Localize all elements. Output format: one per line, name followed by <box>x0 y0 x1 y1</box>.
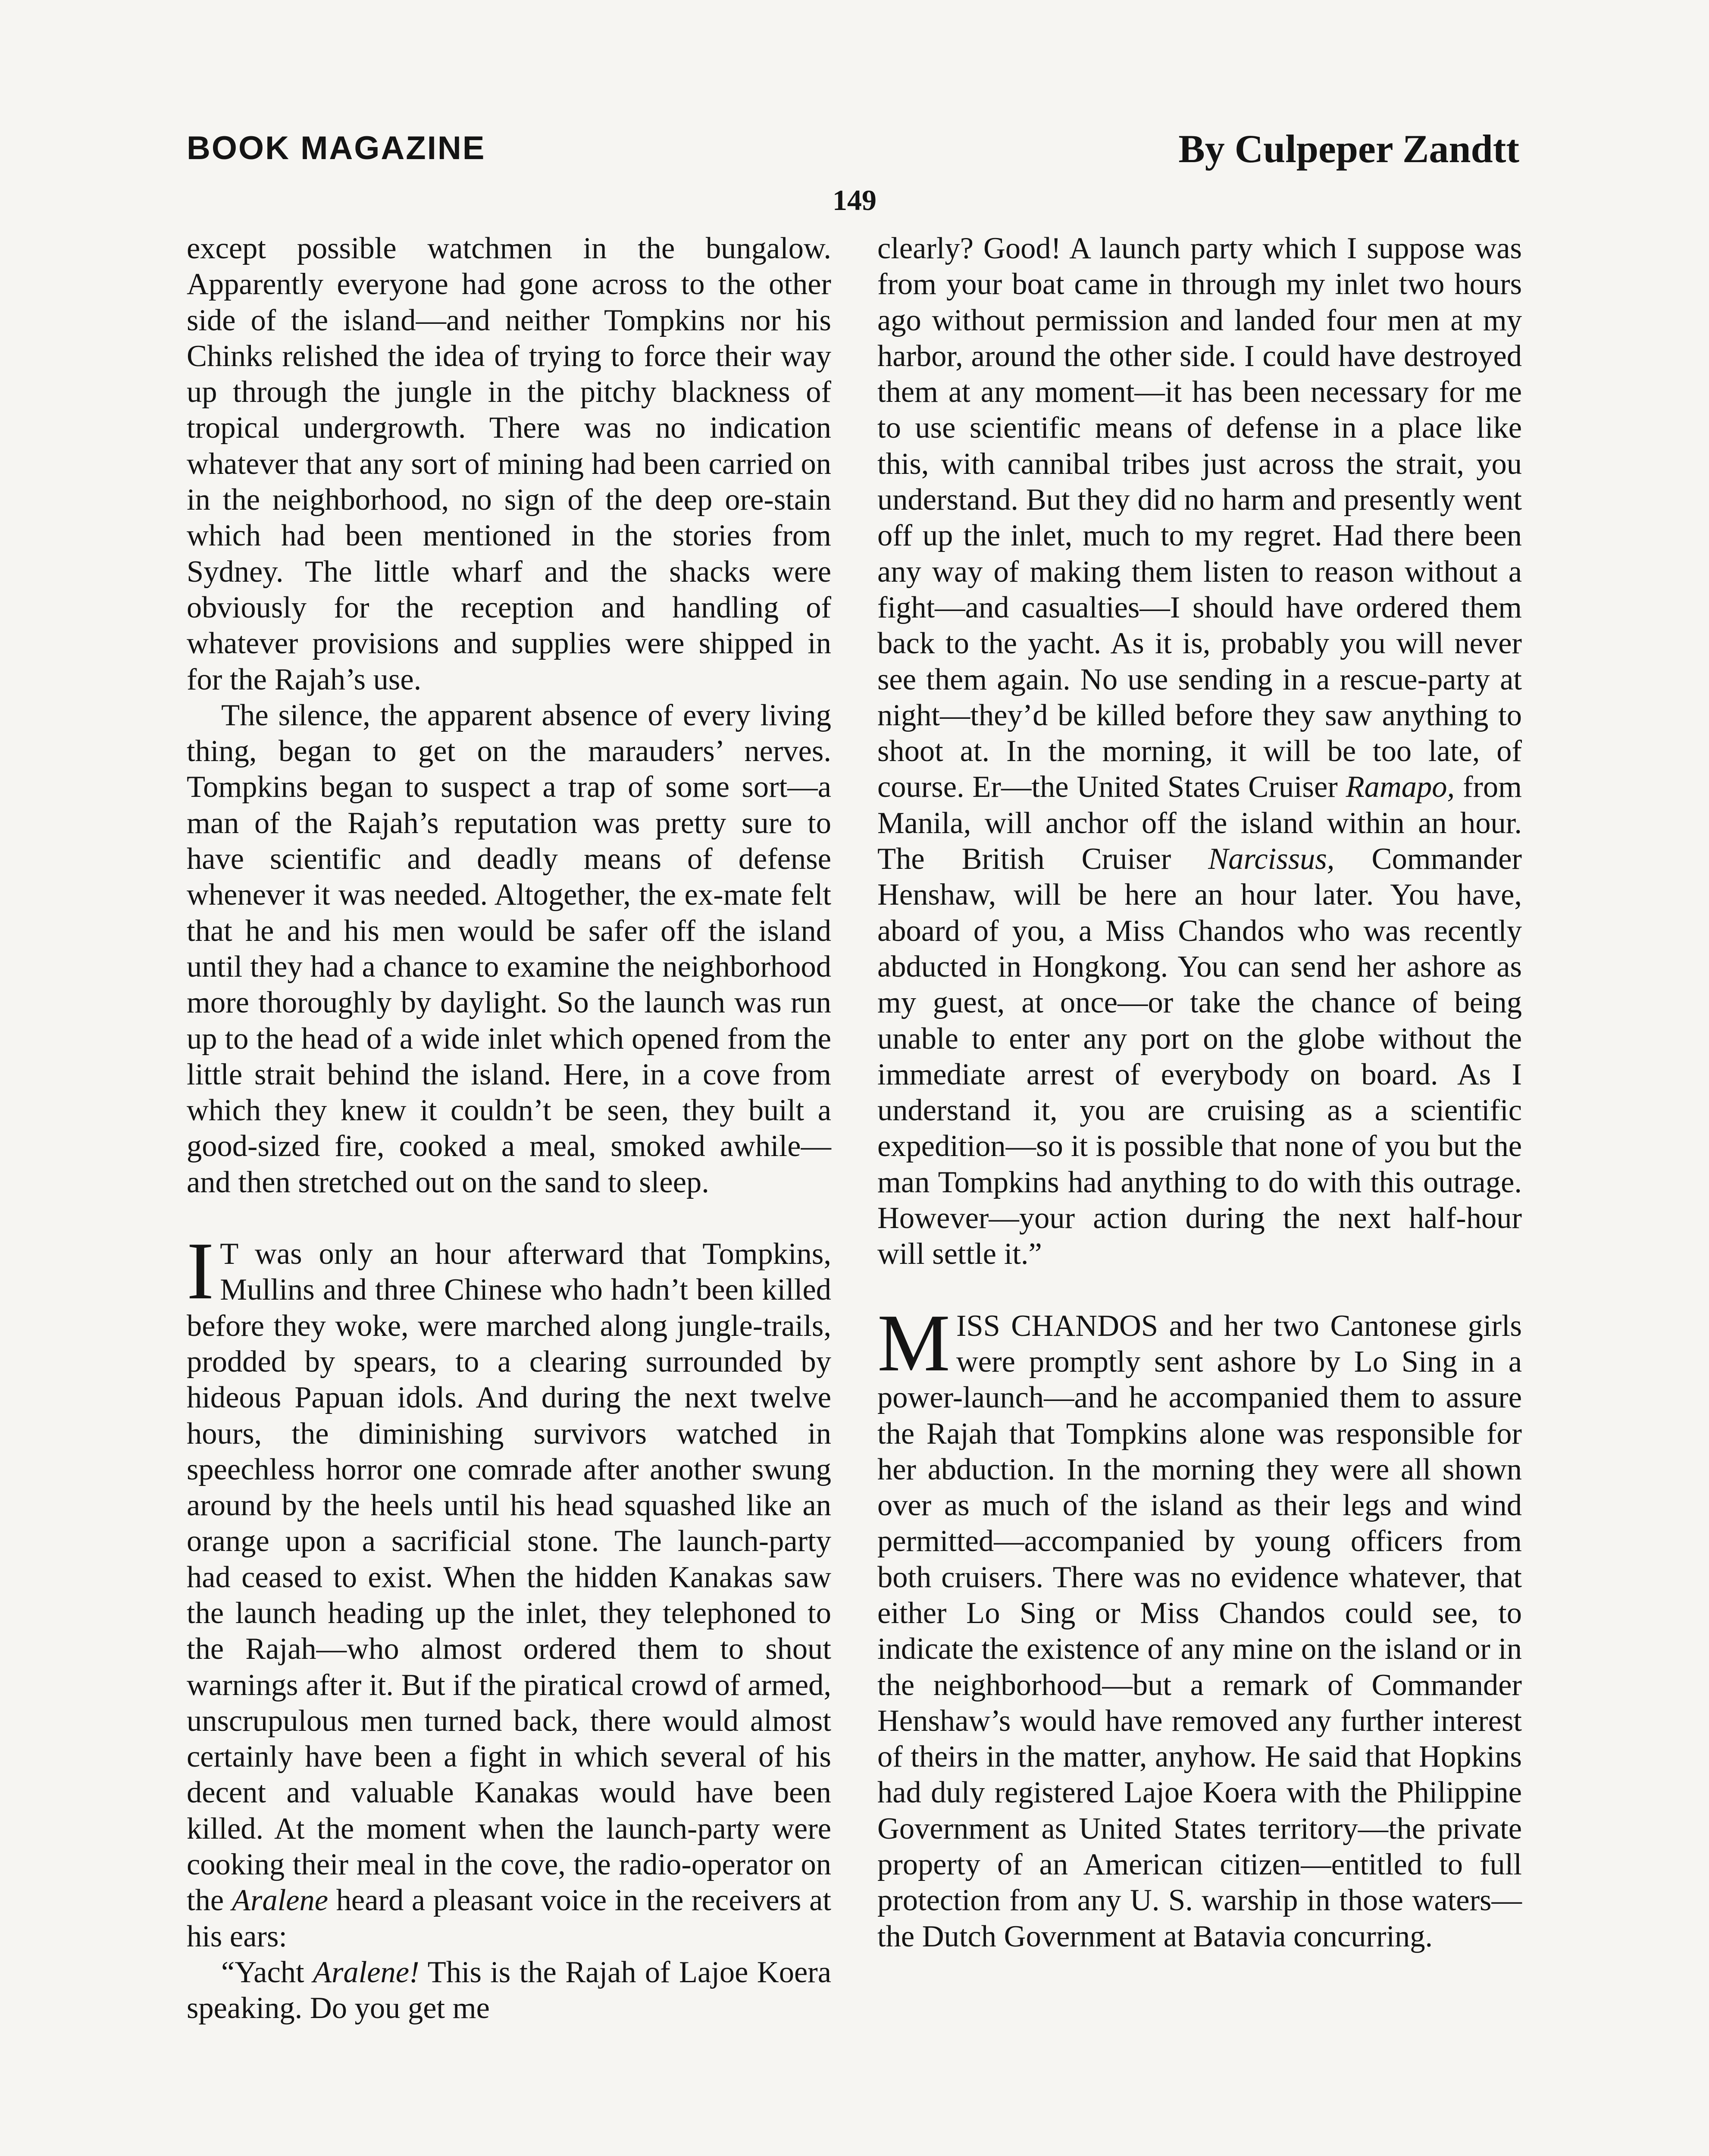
paragraph-text: ISS CHANDOS and her two Cantonese girls were promptly sent ashore by Lo Sing in a power-launch—and he accompanied them to assure the Rajah that Tompkins alone was responsible for her abduction. In the morning they were all shown over as much of the island as their legs and wind permitted—accompanied by young officers from both cruisers. There was no evidence whatever, that either Lo Sing or Miss Chandos could see, to indicate the existence of any mine on the island or in the neighborhood—but a remark of Commander Henshaw’s would have removed any further interest of theirs in the matter, anyhow. He said that Hopkins had duly registered Lajoe Koera with the Philippine Government as United States territory—the private property of an American citizen—entitled to full protection from any U. S. warship in those waters—the Dutch Government at Batavia concurring. <box>877 1309 1522 1953</box>
paragraph-text: This is the Rajah of Lajoe Koera speaking. Do you get me <box>187 1955 831 2025</box>
paragraph-text: “Yacht <box>221 1955 304 1989</box>
dropcap-letter: I <box>187 1226 214 1317</box>
paragraph-dropcap <box>877 1297 1522 1955</box>
left-column <box>187 231 831 2027</box>
ship-name: Ramapo, <box>1346 770 1455 804</box>
paragraph-dropcap <box>187 1226 832 1955</box>
paragraph-text: from Manila, will anchor off the island within an hour. The British Cruiser <box>877 770 1522 876</box>
paragraph: The silence, the apparent absence of every living thing, began to get on the marauders’ nerves. Tompkins began to suspect a trap of some sort—a man of the Rajah’s reputation was pretty sure to have scientific and deadly means of defense whenever it was needed. Altogether, the ex-mate felt that he and his men would be safer off the island until they had a chance to examine the neighborhood more thoroughly by daylight. So the launch was run up to the head of a wide inlet which opened from the little strait behind the island. Here, in a cove from which they knew it couldn’t be seen, they built a good-sized fire, cooked a meal, smoked awhile—and then stretched out on the sand to sleep. <box>187 698 831 1199</box>
dropcap-letter: M <box>877 1297 950 1388</box>
ship-name: Aralene <box>232 1883 328 1918</box>
ship-name: Aralene! <box>313 1955 419 1989</box>
right-column <box>877 231 1522 1955</box>
paragraph-text: T was only an hour afterward that Tompkins, Mullins and three Chinese who hadn’t been killed before they woke, were marched along jungle-trails, prodded by spears, to a clearing surrounded by hideous Papuan idols. And during the next twelve hours, the diminishing survivors watched in speechless horror one comrade after another swung around by the heels until his head squashed like an orange upon a sacrificial stone. The launch-party had ceased to exist. When the hidden Kanakas saw the launch heading up the inlet, they telephoned to the Rajah—who almost ordered them to shout warnings after it. But if the piratical crowd of armed, unscrupulous men turned back, there would almost certainly have been a fight in which several of his decent and valuable Kanakas would have been killed. At the moment when the launch-party were cooking their meal in the cove, the radio-operator on the <box>187 1237 831 1918</box>
paragraph: except possible watchmen in the bungalow. Apparently everyone had gone across to the other side of the island—and neither Tompkins nor his Chinks relished the idea of trying to force their way up through the jungle in the pitchy blackness of tropical undergrowth. There was no indication whatever that any sort of mining had been carried on in the neighborhood, no sign of the deep ore-stain which had been mentioned in the stories from Sydney. The little wharf and the shacks were obviously for the reception and handling of whatever provisions and supplies were shipped in for the Rajah’s use. <box>187 232 831 696</box>
header-right-byline: By Culpeper Zandtt <box>1178 127 1519 171</box>
paragraph-text: clearly? Good! A launch party which I suppose was from your boat came in through my inlet two hours ago without permission and landed four men at my harbor, around the other side. I could have destroyed them at any moment—it has been necessary for me to use scientific means of defense in a place like this, with cannibal tribes just across the strait, you understand. But they did no harm and presently went off up the inlet, much to my regret. Had there been any way of making them listen to reason without a fight—and casualties—I should have ordered them back to the yacht. As it is, probably you will never see them again. No use sending in a rescue-party at night—they’d be killed before they saw anything to shoot at. In the morning, it will be too late, of course. Er—the United States Cruiser <box>877 232 1522 804</box>
ship-name: Narcissus, <box>1208 842 1335 876</box>
paragraph <box>877 231 1522 1272</box>
paragraph-text: heard a pleasant voice in the receivers at his ears: <box>187 1883 832 1953</box>
paragraph <box>187 1955 831 2027</box>
page-number: 149 <box>833 184 876 216</box>
header-left-title: BOOK MAGAZINE <box>187 130 486 166</box>
paragraph-text: Commander Henshaw, will be here an hour later. You have, aboard of you, a Miss Chandos who was recently abducted in Hongkong. You can send her ashore as my guest, at once—or take the chance of being unable to enter any port on the globe without the immediate arrest of everybody on board. As I understand it, you are cruising as a scientific expedition—so it is possible that none of you but the man Tompkins had anything to do with this outrage. However—your action during the next half-hour will settle it.” <box>877 842 1522 1271</box>
